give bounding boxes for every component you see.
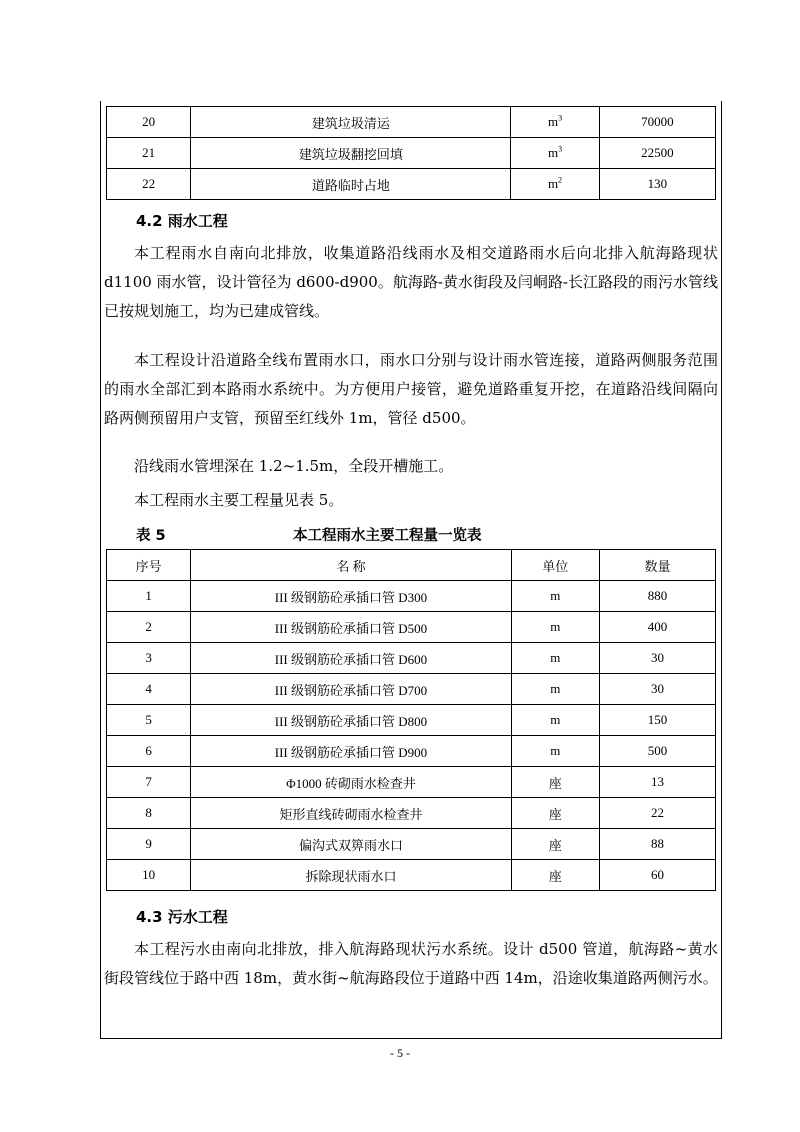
- item-name: 建筑垃圾翻挖回填: [191, 138, 511, 169]
- table-header-row: [107, 550, 716, 581]
- paragraph: 本工程污水由南向北排放，排入航海路现状污水系统。设计 d500 管道，航海路~黄水街段管线位于路中西 18m，黄水街~航海路段位于道路中西 14m，沿途收集道路两侧污水。: [104, 940, 718, 987]
- row-number: 10: [107, 860, 191, 891]
- paragraph: 本工程雨水自南向北排放，收集道路沿线雨水及相交道路雨水后向北排入航海路现状 d1100 雨水管，设计管径为 d600-d900。航海路-黄水街段及闫峒路-长江路段的雨污水管线已按规划施工，均为已建成管线。: [104, 244, 718, 320]
- table-row: [107, 705, 716, 736]
- item-unit: 座: [511, 767, 599, 798]
- paragraph: 沿线雨水管埋深在 1.2~1.5m，全段开槽施工。: [134, 457, 454, 475]
- item-quantity: 30: [599, 643, 715, 674]
- header-name: 名 称: [191, 550, 511, 581]
- table-row: [107, 581, 716, 612]
- item-name: Φ1000 砖砌雨水检查井: [191, 767, 511, 798]
- item-quantity: 130: [599, 169, 715, 200]
- row-number: 9: [107, 829, 191, 860]
- header-no: 序号: [107, 550, 191, 581]
- item-quantity: 150: [599, 705, 715, 736]
- item-unit: 座: [511, 798, 599, 829]
- item-unit: m: [511, 581, 599, 612]
- item-unit: $m^3$: [511, 138, 599, 169]
- item-unit: 座: [511, 829, 599, 860]
- row-number: 6: [107, 736, 191, 767]
- row-number: 7: [107, 767, 191, 798]
- item-quantity: 500: [599, 736, 715, 767]
- item-name: 建筑垃圾清运: [191, 107, 511, 138]
- row-number: 8: [107, 798, 191, 829]
- section-heading-4-3: 4.3 污水工程: [136, 908, 228, 926]
- item-quantity: 60: [599, 860, 715, 891]
- table-row: [107, 767, 716, 798]
- item-name: III 级钢筋砼承插口管 D300: [191, 581, 511, 612]
- paragraph: 本工程设计沿道路全线布置雨水口，雨水口分别与设计雨水管连接，道路两侧服务范围的雨水全部汇到本路雨水系统中。为方便用户接管，避免道路重复开挖，在道路沿线间隔向路两侧预留用户支管，预留至红线外 1m，管径 d500。: [104, 351, 718, 427]
- item-name: 道路临时占地: [191, 169, 511, 200]
- table-row: [107, 612, 716, 643]
- row-number: 2: [107, 612, 191, 643]
- item-quantity: 400: [599, 612, 715, 643]
- item-quantity: 13: [599, 767, 715, 798]
- continued-quantity-table: [106, 106, 716, 200]
- table-label: 表 5: [136, 528, 166, 544]
- item-name: 偏沟式双箅雨水口: [191, 829, 511, 860]
- item-quantity: 22500: [599, 138, 715, 169]
- header-qty: 数量: [599, 550, 715, 581]
- item-unit: m: [511, 736, 599, 767]
- page-number: - 5 -: [390, 1046, 410, 1060]
- item-unit: $m^3$: [511, 107, 599, 138]
- table-row: [107, 138, 716, 169]
- item-quantity: 70000: [599, 107, 715, 138]
- table-row: [107, 736, 716, 767]
- table-row: [107, 798, 716, 829]
- item-quantity: 30: [599, 674, 715, 705]
- item-name: III 级钢筋砼承插口管 D700: [191, 674, 511, 705]
- row-number: 21: [107, 138, 191, 169]
- item-unit: 座: [511, 860, 599, 891]
- item-quantity: 88: [599, 829, 715, 860]
- header-unit: 单位: [511, 550, 599, 581]
- paragraph: 本工程雨水主要工程量见表 5。: [134, 491, 344, 509]
- row-number: 1: [107, 581, 191, 612]
- table-row: [107, 829, 716, 860]
- row-number: 5: [107, 705, 191, 736]
- item-unit: m: [511, 643, 599, 674]
- table-row: [107, 643, 716, 674]
- table-title: 本工程雨水主要工程量一览表: [293, 528, 482, 544]
- item-name: III 级钢筋砼承插口管 D600: [191, 643, 511, 674]
- item-name: III 级钢筋砼承插口管 D800: [191, 705, 511, 736]
- item-quantity: 22: [599, 798, 715, 829]
- row-number: 20: [107, 107, 191, 138]
- section-heading-4-2: 4.2 雨水工程: [136, 212, 228, 230]
- row-number: 3: [107, 643, 191, 674]
- rainwater-quantity-table: [106, 549, 716, 891]
- item-name: 矩形直线砖砌雨水检查井: [191, 798, 511, 829]
- table-row: [107, 860, 716, 891]
- item-name: 拆除现状雨水口: [191, 860, 511, 891]
- table-row: [107, 169, 716, 200]
- item-unit: m: [511, 612, 599, 643]
- item-quantity: 880: [599, 581, 715, 612]
- item-name: III 级钢筋砼承插口管 D500: [191, 612, 511, 643]
- item-unit: m: [511, 705, 599, 736]
- row-number: 4: [107, 674, 191, 705]
- row-number: 22: [107, 169, 191, 200]
- table-row: [107, 674, 716, 705]
- item-name: III 级钢筋砼承插口管 D900: [191, 736, 511, 767]
- table-row: [107, 107, 716, 138]
- item-unit: m: [511, 674, 599, 705]
- item-unit: $m^2$: [511, 169, 599, 200]
